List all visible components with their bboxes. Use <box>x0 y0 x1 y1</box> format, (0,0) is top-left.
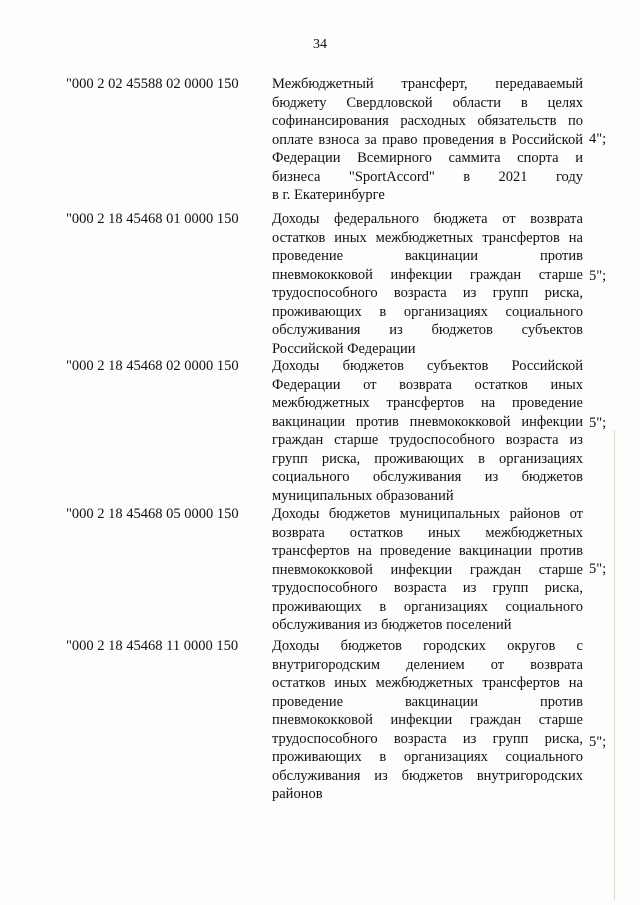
description-line: Доходы бюджетов муниципальных районов от <box>272 506 583 522</box>
entry-suffix: 5"; <box>589 561 607 577</box>
description-line: проведение вакцинации против <box>272 248 583 264</box>
description-line: софинансирования расходных обязательств по <box>272 113 583 129</box>
description-line: проведение вакцинации против <box>272 693 583 710</box>
entry-description <box>272 75 583 205</box>
entry-suffix: 5"; <box>589 734 607 750</box>
description-line: вакцинации против пневмококковой инфекции <box>272 413 583 430</box>
description-line: пневмококковой инфекции граждан старше <box>272 266 583 283</box>
description-line: Доходы бюджетов субъектов Российской <box>272 358 583 374</box>
description-line: граждан старше трудоспособного возраста из <box>272 432 583 448</box>
entry-description <box>272 357 583 505</box>
budget-classification-code: "000 2 18 45468 11 0000 150 <box>66 638 239 654</box>
description-line: обслуживания из бюджетов субъектов <box>272 322 583 338</box>
description-line: возврата остатков иных межбюджетных <box>272 524 583 541</box>
description-line: внутригородским делением от возврата <box>272 656 583 673</box>
description-line: Федерации Всемирного саммита спорта и <box>272 150 583 166</box>
description-line: Российской Федерации <box>272 340 416 357</box>
entry-description <box>272 637 583 804</box>
description-line: районов <box>272 786 323 802</box>
page-number: 34 <box>313 37 327 52</box>
description-line: бюджету Свердловской области в целях <box>272 94 583 111</box>
description-line: трудоспособного возраста из групп риска, <box>272 580 583 596</box>
description-line: трудоспособного возраста из групп риска, <box>272 730 583 747</box>
description-line: социального обслуживания из бюджетов <box>272 469 583 485</box>
budget-classification-code: "000 2 18 45468 02 0000 150 <box>66 358 239 374</box>
budget-classification-code: "000 2 18 45468 05 0000 150 <box>66 506 239 522</box>
description-line: муниципальных образований <box>272 487 454 504</box>
description-line: межбюджетных трансфертов на проведение <box>272 395 583 411</box>
description-line: Доходы федерального бюджета от возврата <box>272 211 583 227</box>
description-line: Межбюджетный трансферт, передаваемый <box>272 76 583 92</box>
description-line: обслуживания из бюджетов внутригородских <box>272 767 583 784</box>
description-line: остатков иных межбюджетных трансфертов на <box>272 229 583 246</box>
description-line: пневмококковой инфекции граждан старше <box>272 561 583 578</box>
description-line: оплате взноса за право проведения в Российской <box>272 131 583 148</box>
description-line: групп риска, проживающих в организациях <box>272 450 583 467</box>
description-line: Федерации от возврата остатков иных <box>272 376 583 393</box>
description-line: проживающих в организациях социального <box>272 303 583 320</box>
description-line: пневмококковой инфекции граждан старше <box>272 712 583 728</box>
entry-suffix: 4"; <box>589 131 607 147</box>
entry-description <box>272 210 583 358</box>
description-line: бизнеса "SportAccord" в 2021 году <box>272 168 583 185</box>
description-line: трансфертов на проведение вакцинации против <box>272 543 583 559</box>
description-line: трудоспособного возраста из групп риска, <box>272 285 583 301</box>
description-line: остатков иных межбюджетных трансфертов на <box>272 675 583 691</box>
description-line: обслуживания из бюджетов поселений <box>272 617 512 633</box>
entry-suffix: 5"; <box>589 268 607 284</box>
budget-classification-code: "000 2 18 45468 01 0000 150 <box>66 211 239 227</box>
entry-description <box>272 505 583 635</box>
description-line: Доходы бюджетов городских округов с <box>272 638 583 654</box>
entry-suffix: 5"; <box>589 415 607 431</box>
description-line: проживающих в организациях социального <box>272 598 583 615</box>
budget-classification-code: "000 2 02 45588 02 0000 150 <box>66 76 239 92</box>
description-line: проживающих в организациях социального <box>272 749 583 765</box>
description-line: в г. Екатеринбурге <box>272 187 385 203</box>
scan-edge-line <box>614 430 615 900</box>
